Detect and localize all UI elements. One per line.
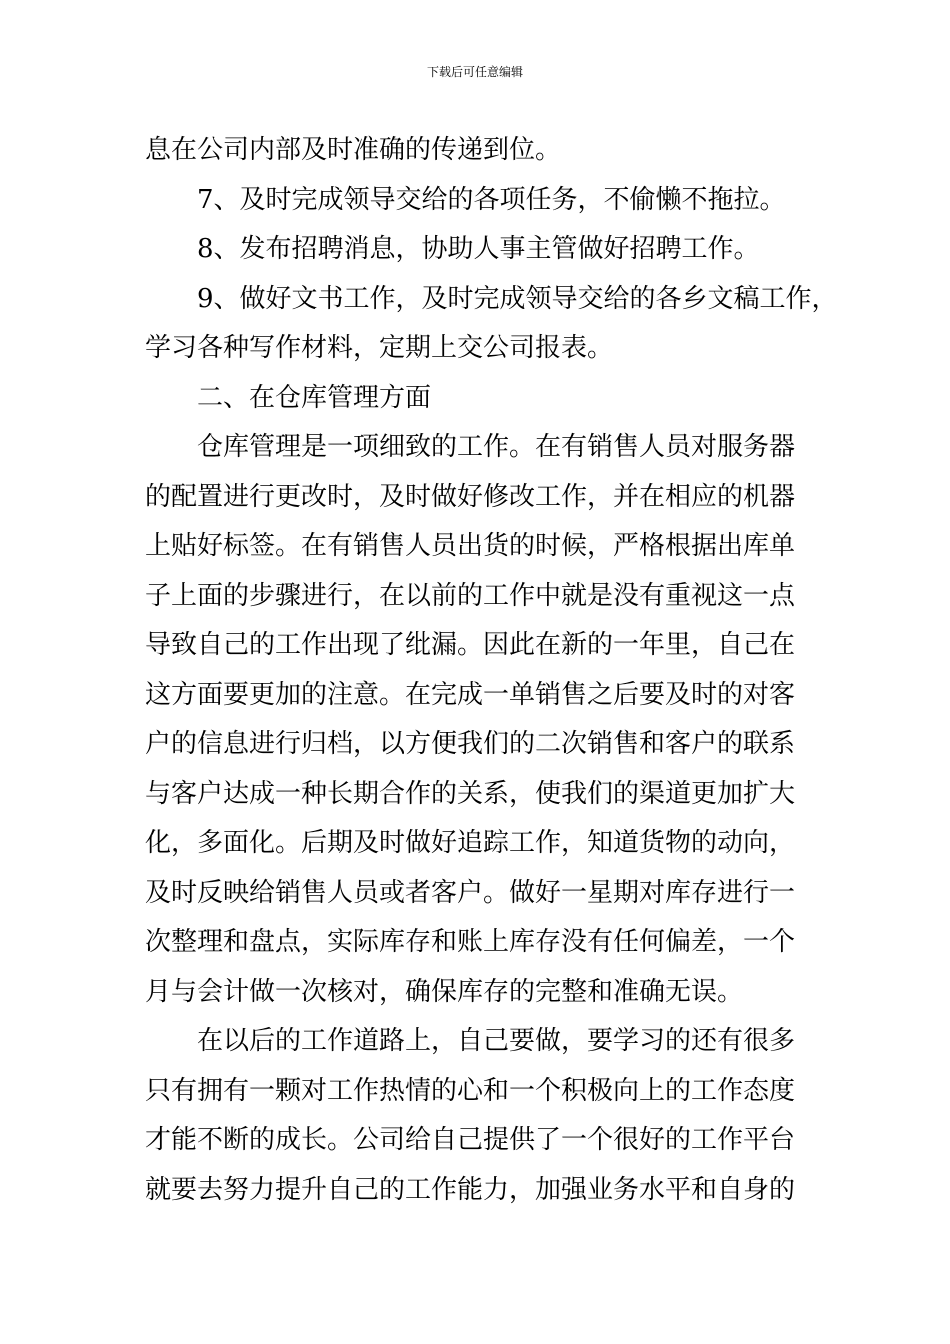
text-line: 就要去努力提升自己的工作能力，加强业务水平和自身的 — [145, 1175, 796, 1205]
text-line: 8、发布招聘消息，协助人事主管做好招聘工作。 — [145, 234, 760, 264]
text-line: 户的信息进行归档，以方便我们的二次销售和客户的联系 — [145, 729, 796, 759]
text-line: 这方面要更加的注意。在完成一单销售之后要及时的对客 — [145, 680, 796, 710]
page-header-note: 下载后可任意编辑 — [426, 65, 523, 79]
text-line: 子上面的步骤进行，在以前的工作中就是没有重视这一点 — [145, 581, 796, 611]
text-line: 及时反映给销售人员或者客户。做好一星期对库存进行一 — [145, 878, 796, 908]
text-line: 学习各种写作材料，定期上交公司报表。 — [145, 333, 614, 363]
text-line: 的配置进行更改时，及时做好修改工作，并在相应的机器 — [145, 482, 796, 512]
text-line: 7、及时完成领导交给的各项任务，不偷懒不拖拉。 — [145, 185, 786, 215]
text-line: 化，多面化。后期及时做好追踪工作，知道货物的动向， — [145, 828, 796, 858]
text-line: 息在公司内部及时准确的传递到位。 — [145, 135, 562, 165]
text-line: 与客户达成一种长期合作的关系，使我们的渠道更加扩大 — [145, 779, 796, 809]
text-line: 才能不断的成长。公司给自己提供了一个很好的工作平台 — [145, 1125, 796, 1155]
text-line: 在以后的工作道路上，自己要做，要学习的还有很多 — [145, 1026, 796, 1056]
text-line: 月与会计做一次核对，确保库存的完整和准确无误。 — [145, 977, 744, 1007]
text-line: 仓库管理是一项细致的工作。在有销售人员对服务器 — [145, 432, 796, 462]
text-line: 9、做好文书工作，及时完成领导交给的各乡文稿工作， — [145, 284, 838, 314]
text-line: 只有拥有一颗对工作热情的心和一个积极向上的工作态度 — [145, 1076, 796, 1106]
text-line: 导致自己的工作出现了纰漏。因此在新的一年里，自己在 — [145, 630, 796, 660]
text-line: 上贴好标签。在有销售人员出货的时候，严格根据出库单 — [145, 531, 796, 561]
text-line: 次整理和盘点，实际库存和账上库存没有任何偏差，一个 — [145, 927, 796, 957]
section-heading: 二、在仓库管理方面 — [145, 383, 432, 413]
